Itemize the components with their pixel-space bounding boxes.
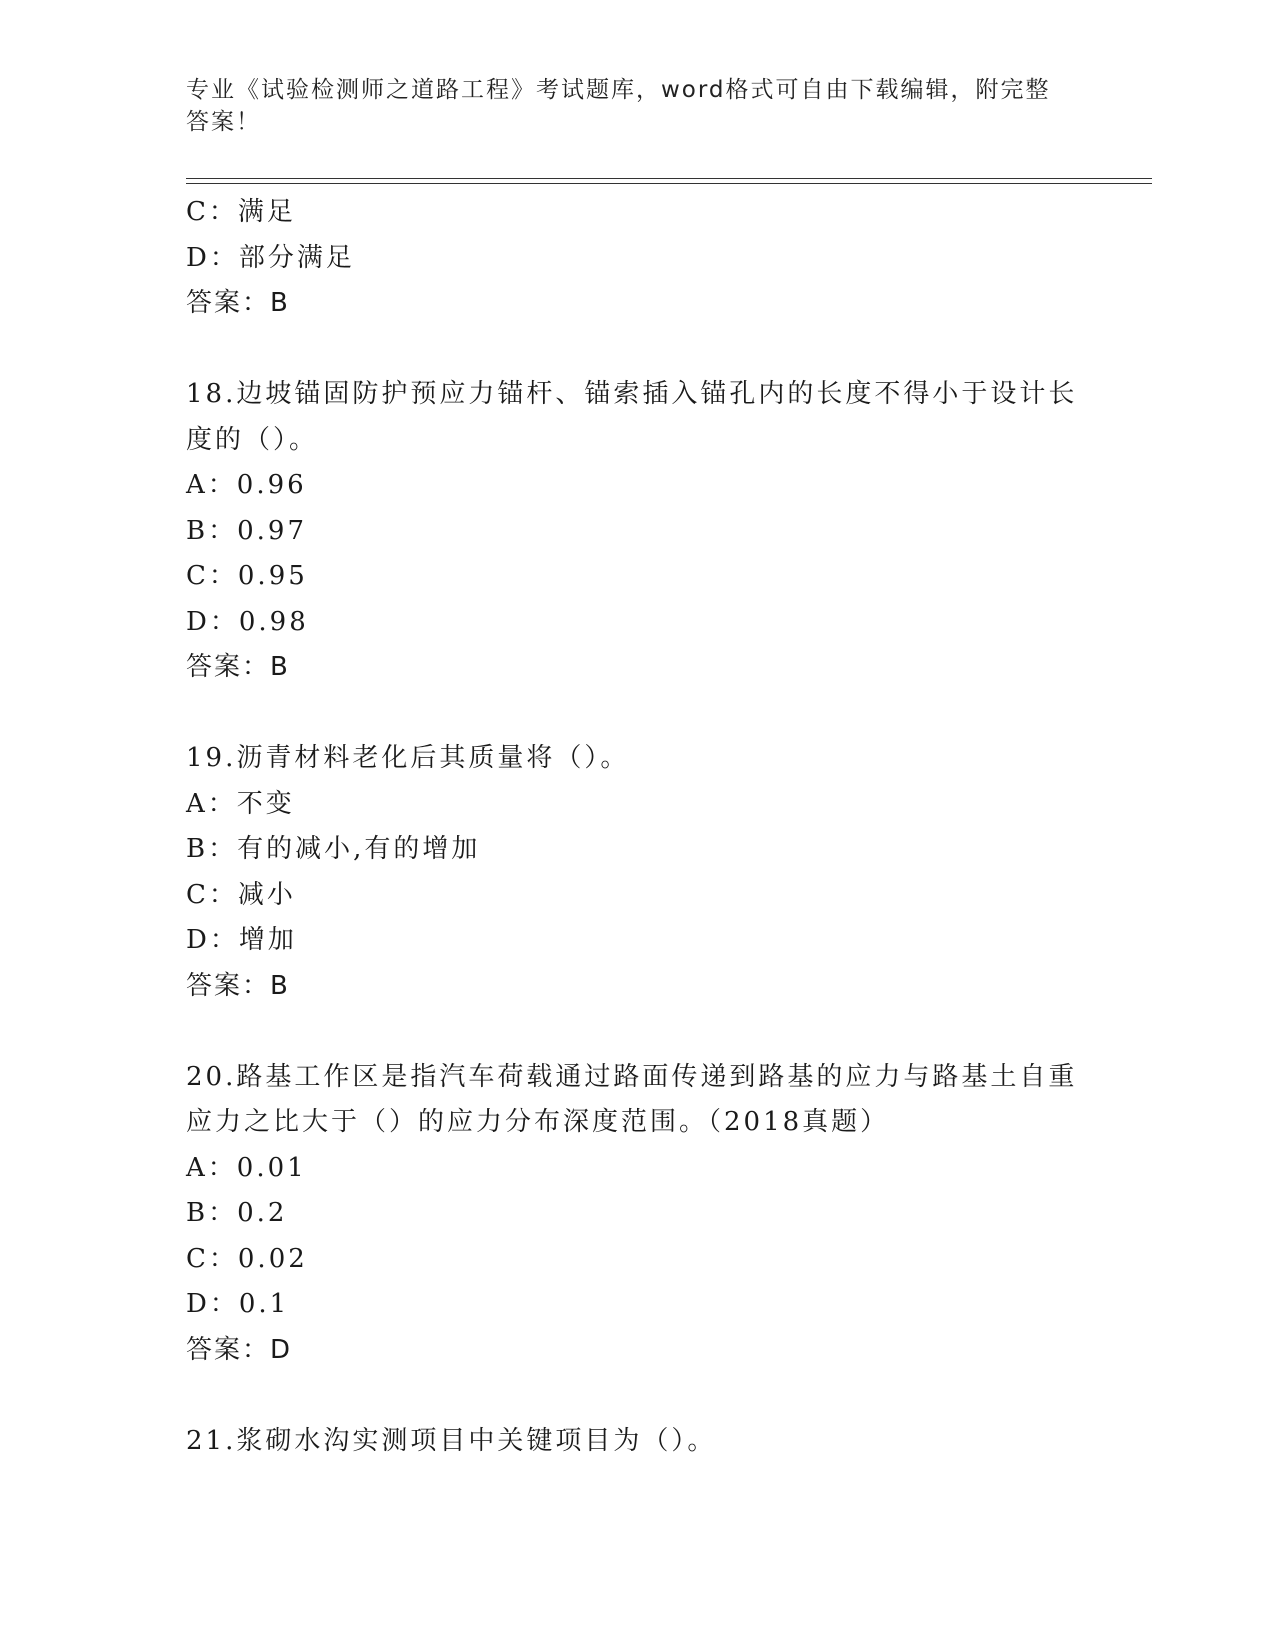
- option-line: C：减小: [186, 879, 296, 910]
- option-line: C：0.02: [186, 1243, 308, 1274]
- option-line: D：0.98: [186, 606, 309, 637]
- question-text: 21.浆砌水沟实测项目中关键项目为（）。: [186, 1425, 717, 1456]
- page-header: 专业《试验检测师之道路工程》考试题库，word格式可自由下载编辑，附完整答案！: [186, 77, 1051, 135]
- answer-line: 答案：B: [186, 288, 290, 318]
- question-block-17: [186, 190, 1086, 327]
- option-line: A：0.96: [186, 470, 307, 500]
- option-line: A：不变: [186, 788, 295, 819]
- question-text: 18.边坡锚固防护预应力锚杆、锚索插入锚孔内的长度不得小于设计长: [186, 379, 1078, 409]
- option-line: D：0.1: [186, 1289, 290, 1319]
- question-block-19: [186, 736, 1086, 1009]
- question-text: 19.沥青材料老化后其质量将（）。: [186, 743, 630, 773]
- question-text: 应力之比大于（）的应力分布深度范围。（2018真题）: [186, 1107, 890, 1137]
- question-block-21: [186, 1419, 1086, 1465]
- question-text: 20.路基工作区是指汽车荷载通过路面传递到路基的应力与路基土自重: [186, 1061, 1078, 1092]
- option-line: D：增加: [186, 925, 297, 955]
- spacer: [186, 1009, 1086, 1055]
- option-line: C：0.95: [186, 561, 308, 591]
- answer-line: 答案：D: [186, 1334, 293, 1365]
- header-rule-top: [186, 178, 1152, 179]
- answer-line: 答案：B: [186, 970, 290, 1001]
- spacer: [186, 327, 1086, 373]
- option-line: D：部分满足: [186, 242, 355, 273]
- header-rule-bottom: [186, 183, 1152, 184]
- question-list: [186, 190, 1086, 1464]
- option-line: C：满足: [186, 197, 296, 227]
- option-line: B：0.2: [186, 1198, 288, 1228]
- option-line: B：有的减小,有的增加: [186, 834, 481, 864]
- option-line: A：0.01: [186, 1152, 307, 1183]
- question-block-20: [186, 1055, 1086, 1374]
- question-text: 度的（）。: [186, 424, 319, 455]
- question-block-18: [186, 372, 1086, 691]
- answer-line: 答案：B: [186, 652, 290, 682]
- spacer: [186, 691, 1086, 737]
- option-line: B：0.97: [186, 515, 307, 546]
- spacer: [186, 1373, 1086, 1419]
